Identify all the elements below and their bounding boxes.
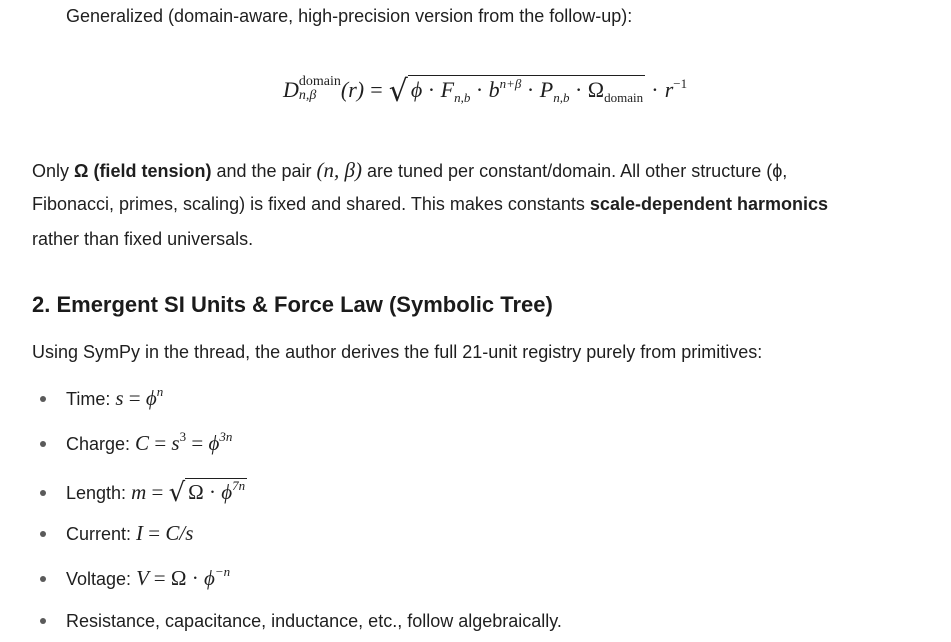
math-omega: Ω (188, 480, 204, 504)
math-eq: = (154, 431, 167, 455)
math-phi: ϕ (221, 480, 233, 504)
formula-sqrt (388, 70, 645, 109)
math-phi: ϕ (208, 431, 220, 455)
math-eq: = (148, 521, 161, 545)
sqrt-sign-icon: √ (388, 74, 408, 109)
list-item (40, 521, 193, 546)
formula-P-sub: n,b (553, 90, 570, 105)
math-eq: = (128, 386, 141, 410)
formula-omega: Ω (587, 77, 605, 102)
formula-P: P (539, 77, 554, 102)
generalized-formula (283, 70, 688, 109)
math-sup-7n: 7n (232, 478, 246, 493)
bullet-icon (40, 531, 46, 537)
formula-dot: · (427, 77, 436, 102)
bullet-icon (40, 441, 46, 447)
math-sup-3: 3 (179, 429, 187, 444)
using-text: Using SymPy in the thread, the author derives the full 21-unit registry purely from primitives: (32, 342, 763, 362)
math-C: C (135, 431, 150, 455)
math-phi: ϕ (145, 386, 157, 410)
formula-dot: · (574, 77, 583, 102)
formula-omega-sub: domain (604, 90, 644, 105)
formula-b: b (488, 77, 500, 102)
para-text: and the pair (211, 161, 317, 181)
formula-dot: · (526, 77, 535, 102)
bullet-label: Length: (66, 483, 132, 503)
formula-radicand (408, 75, 645, 105)
math-dot: · (191, 566, 199, 590)
paragraph-line-3: rather than fixed universals. (32, 229, 254, 249)
paragraph-line-2 (32, 194, 828, 215)
paragraph-line-1 (32, 158, 787, 183)
math-V: V (136, 566, 149, 590)
math-eq: = (151, 480, 164, 504)
list-item (40, 431, 232, 456)
formula-b-sup: n+β (499, 76, 522, 91)
math-C-over-s: C/s (165, 521, 194, 545)
formula-dot: · (651, 77, 659, 102)
bullet-label: Resistance, capacitance, inductance, etc., follow algebraically. (66, 611, 562, 631)
formula-equals: = (370, 77, 383, 102)
math-m: m (131, 480, 147, 504)
formula-arg: (r) (340, 77, 365, 102)
math-sup-3n: 3n (219, 429, 233, 444)
bullet-label: Current: (66, 524, 137, 544)
math-I: I (136, 521, 144, 545)
bullet-icon (40, 396, 46, 402)
math-omega: Ω (170, 566, 187, 590)
math-sup-minus-n: −n (214, 564, 231, 579)
formula-dot: · (475, 77, 484, 102)
formula-r: r (664, 77, 674, 102)
bullet-label: Time: (66, 389, 116, 409)
para-bold-harmonics: scale-dependent harmonics (589, 194, 828, 214)
para-omega-bold: Ω (field tension) (74, 161, 212, 181)
formula-r-sup: −1 (673, 76, 688, 91)
math-eq: = (191, 431, 204, 455)
formula-D-sub: n,β (298, 88, 317, 104)
formula-D: D (283, 77, 299, 102)
bullet-icon (40, 490, 46, 496)
list-item (40, 476, 247, 506)
list-item (40, 611, 562, 632)
section-heading: 2. Emergent SI Units & Force Law (Symbolic Tree) (32, 292, 553, 317)
para-text: Fibonacci, primes, scaling) is fixed and shared. This makes constants (32, 194, 590, 214)
formula-D-sup: domain (298, 74, 341, 90)
para-pair-math: (n, β) (316, 158, 362, 182)
bullet-label: Charge: (66, 434, 136, 454)
math-s: s (115, 386, 124, 410)
list-item (40, 386, 163, 411)
math-sup-n: n (156, 384, 164, 399)
bullet-label: Voltage: (66, 569, 137, 589)
math-dot: · (209, 480, 217, 504)
formula-F-sub: n,b (454, 90, 471, 105)
math-eq: = (153, 566, 166, 590)
formula-F: F (440, 77, 455, 102)
bullet-icon (40, 576, 46, 582)
intro-text: Generalized (domain-aware, high-precision version from the follow-up): (66, 6, 633, 26)
math-s: s (171, 431, 180, 455)
bullet-icon (40, 618, 46, 624)
formula-phi: ϕ (410, 77, 423, 102)
math-phi: ϕ (203, 566, 215, 590)
para-text: are tuned per constant/domain. All other structure (ϕ, (361, 161, 788, 181)
list-item (40, 566, 230, 591)
para-text: Only (32, 161, 75, 181)
sqrt-sign-icon: √ (168, 478, 186, 508)
